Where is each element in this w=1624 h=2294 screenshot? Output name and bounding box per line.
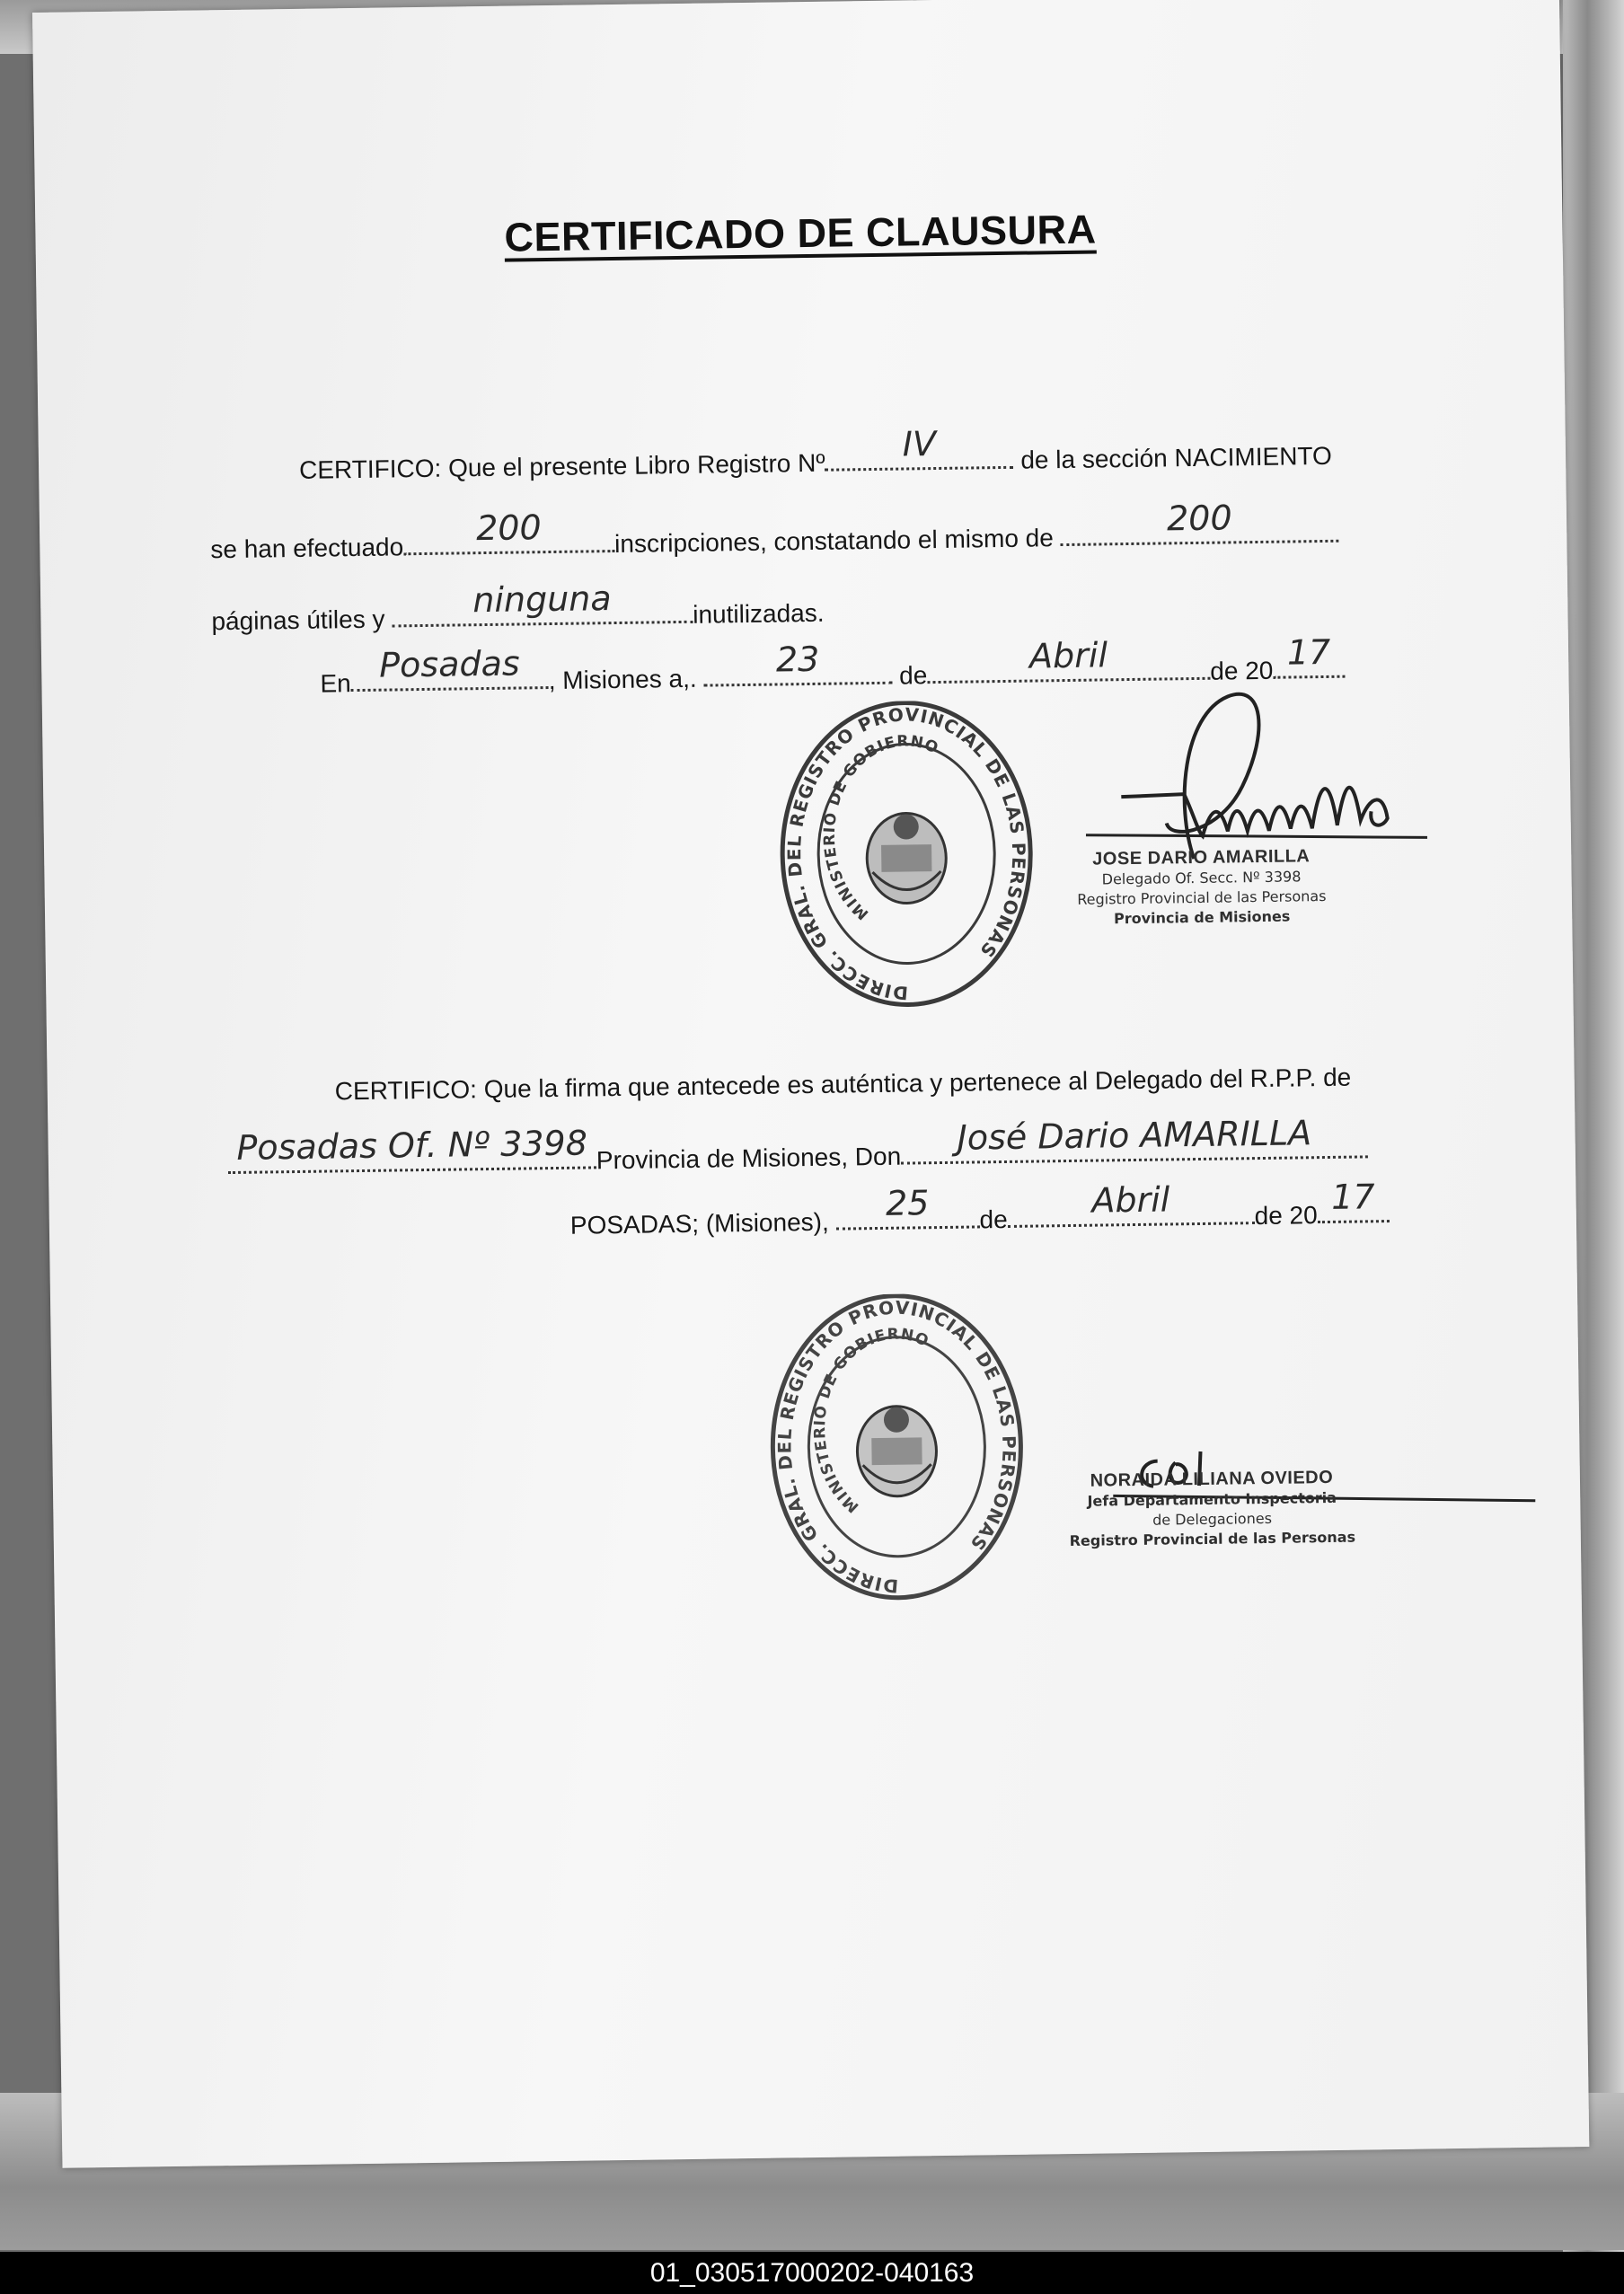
inscripciones-field: 200 [403, 523, 614, 555]
p2-line3: POSADAS; (Misiones), 25 de Abril de 20 17 [570, 1193, 1390, 1240]
official-seal-1 [770, 699, 1044, 1017]
anio-field: 17 [1273, 648, 1345, 679]
page-title: CERTIFICADO DE CLAUSURA [504, 206, 1097, 260]
oficina-field: Posadas Of. Nº 3398 [228, 1139, 596, 1174]
p1-line4: En Posadas , Misiones a,. 23 de Abril de 20 17 [320, 648, 1345, 699]
p1-line2: se han efectuado 200 inscripciones, constatando el mismo de 200 [210, 513, 1339, 565]
svg-text:MINISTERIO DE GOBIERNO: MINISTERIO DE GOBIERNO [810, 1325, 932, 1516]
mes2-field: Abril [1007, 1195, 1254, 1228]
coat-of-arms-icon [857, 1406, 937, 1496]
registro-num-field: IV [825, 439, 1013, 472]
inutilizadas-field: ninguna [392, 594, 693, 628]
certificate-page [32, 0, 1589, 2168]
dia2-field: 25 [835, 1198, 979, 1230]
svg-text:DIRECC. GRAL. DEL REGISTRO PRO: DIRECC. GRAL. DEL REGISTRO PROVINCIAL DE LAS PERSONAS [783, 703, 1030, 1004]
svg-text:DIRECC. GRAL. DEL REGISTRO PRO: DIRECC. GRAL. DEL REGISTRO PROVINCIAL DE LAS PERSONAS [773, 1296, 1020, 1598]
svg-text:MINISTERIO DE GOBIERNO: MINISTERIO DE GOBIERNO [820, 732, 942, 923]
signer-2-stamp: NORAIDA LILIANA OVIEDO Jefa Departamento Inspectoria de Delegaciones Registro Provincial de las Personas [1069, 1467, 1356, 1550]
official-seal-2 [760, 1293, 1034, 1610]
p2-line1: CERTIFICO: Que la firma que antecede es auténtica y pertenece al Delegado del R.P.P. de [334, 1063, 1352, 1106]
p1-line3: páginas útiles y ninguna inutilizadas. [211, 578, 825, 636]
don-field: José Dario AMARILLA [901, 1128, 1368, 1164]
scan-id-label: 01_030517000202-040163 [0, 2252, 1624, 2294]
signer-1-stamp: JOSE DARIO AMARILLA Delegado Of. Secc. Nº 3398 Registro Provincial de las Personas Provincia de Misiones [1077, 846, 1327, 928]
lugar-field: Posadas [350, 659, 548, 692]
mes-field: Abril [927, 650, 1210, 684]
anio2-field: 17 [1317, 1193, 1389, 1223]
coat-of-arms-icon [867, 813, 947, 904]
p2-line2: Posadas Of. Nº 3398 Provincia de Misiones, Don José Dario AMARILLA [228, 1128, 1369, 1180]
paginas-field: 200 [1060, 513, 1338, 546]
p1-line1: CERTIFICO: Que el presente Libro Registro Nº IV de la sección NACIMIENTO [298, 424, 1333, 484]
dia-field: 23 [703, 655, 892, 687]
